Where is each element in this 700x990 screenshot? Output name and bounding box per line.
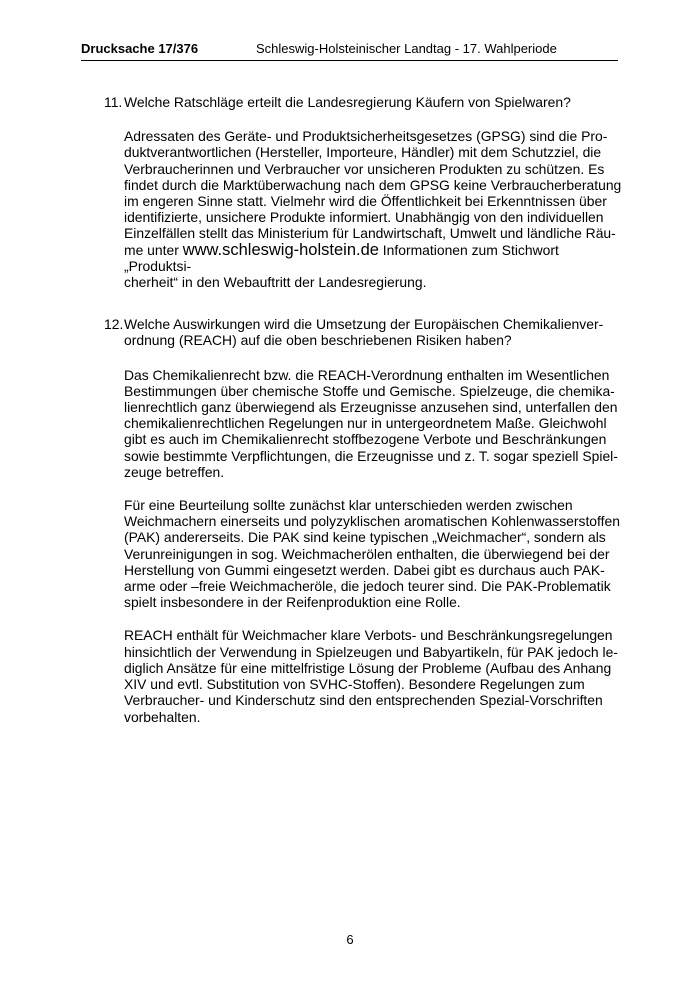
text-line: ordnung (REACH) auf die oben beschriebenen Risiken haben? [124,332,512,349]
question-number: 12. [104,316,124,333]
document-number: Drucksache 17/376 [81,41,199,56]
text-line: hinsichtlich der Verwendung in Spielzeugen und Babyartikeln, für PAK jedoch le- [124,643,618,660]
text-line: sowie bestimmte Verpflichtungen, die Erzeugnisse und z. T. sogar speziell Spiel- [124,447,618,464]
text-line: Das Chemikalienrecht bzw. die REACH-Verordnung enthalten im Wesentlichen [124,366,610,383]
answer-paragraph [124,497,624,610]
answer-paragraph [124,367,624,480]
text-line: arme oder –freie Weichmacheröle, die jedoch teurer sind. Die PAK-Problematik [124,578,611,595]
question-number: 11. [104,94,123,110]
text-line: findet durch die Marktüberwachung nach dem GPSG keine Verbraucherberatung [124,176,622,193]
answer-paragraph [124,128,624,290]
text-line: Welche Auswirkungen wird die Umsetzung der Europäischen Chemikalienver- [124,316,604,333]
text-line: cherheit“ in den Webauftritt der Landesregierung. [124,274,427,291]
document-body [104,94,624,751]
text-line: Verunreinigungen in sog. Weichmacherölen enthalten, die überwiegend bei der [124,545,610,562]
answer-paragraph [124,627,624,724]
text-line: Herstellung von Gummi eingesetzt werden. Dabei gibt es durchaus auch PAK- [124,561,605,578]
question-text [124,316,624,348]
text-line: identifizierte, unsichere Produkte informiert. Unabhängig von den individuellen [124,209,604,226]
question-11-block [104,94,624,290]
url-suffix: Informationen zum Stichwort „Produktsi- [124,241,559,274]
text-line: (PAK) andererseits. Die PAK sind keine typischen „Weichmacher“, sondern als [124,529,606,546]
text-line: Bestimmungen über chemische Stoffe und Gemische. Spielzeuge, die chemika- [124,382,615,399]
text-line: vorbehalten. [124,708,201,725]
parliament-title: Schleswig-Holsteinischer Landtag - 17. Wahlperiode [256,41,557,56]
text-line: Verbraucherinnen und Verbraucher vor unsicheren Produkten zu schützen. Es [124,160,605,177]
question-12-block [104,316,624,724]
text-line: Weichmachern einerseits und polyzyklischen aromatischen Kohlenwasserstoffen [124,513,620,530]
text-line: diglich Ansätze für eine mittelfristige Lösung der Probleme (Aufbau des Anhang [124,659,612,676]
text-line: REACH enthält für Weichmacher klare Verbots- und Beschränkungsregelungen [124,627,613,644]
text-line: zeuge betreffen. [124,463,225,480]
text-line: Einzelfällen stellt das Ministerium für Landwirtschaft, Umwelt und ländliche Räu- [124,225,616,242]
answer-11 [124,128,624,290]
text-line: duktverantwortlichen (Hersteller, Importeure, Händler) mit dem Schutzziel, die [124,144,602,161]
text-line: gibt es auch im Chemikalienrecht stoffbezogene Verbote und Beschränkungen [124,431,607,448]
text-line: spielt insbesondere in der Reifenproduktion eine Rolle. [124,594,461,611]
answer-12 [124,367,624,725]
page-header [81,38,618,61]
text-line: chemikalienrechtlichen Regelungen nur in untergeordnetem Maße. Gleichwohl [124,415,607,432]
text-line: lienrechtlich ganz überwiegend als Erzeugnisse anzusehen sind, unterfallen den [124,399,618,416]
url-prefix: me unter [124,241,183,258]
website-link[interactable]: www.schleswig-holstein.de [182,240,379,259]
text-line: Adressaten des Geräte- und Produktsicherheitsgesetzes (GPSG) sind die Pro- [124,128,608,145]
question-text: Welche Ratschläge erteilt die Landesregierung Käufern von Spielwaren? [124,94,571,110]
text-line: im engeren Sinne statt. Vielmehr wird die Öffentlichkeit bei Erkenntnissen über [124,193,607,210]
question-11 [104,94,624,110]
page-number: 6 [346,932,354,947]
question-12 [104,316,624,348]
text-line [124,242,559,274]
text-line: Für eine Beurteilung sollte zunächst klar unterschieden werden zwischen [124,497,573,514]
text-line: XIV und evtl. Substitution von SVHC-Stoffen). Besondere Regelungen zum [124,676,585,693]
text-line: Verbraucher- und Kinderschutz sind den entsprechenden Spezial-Vorschriften [124,692,603,709]
